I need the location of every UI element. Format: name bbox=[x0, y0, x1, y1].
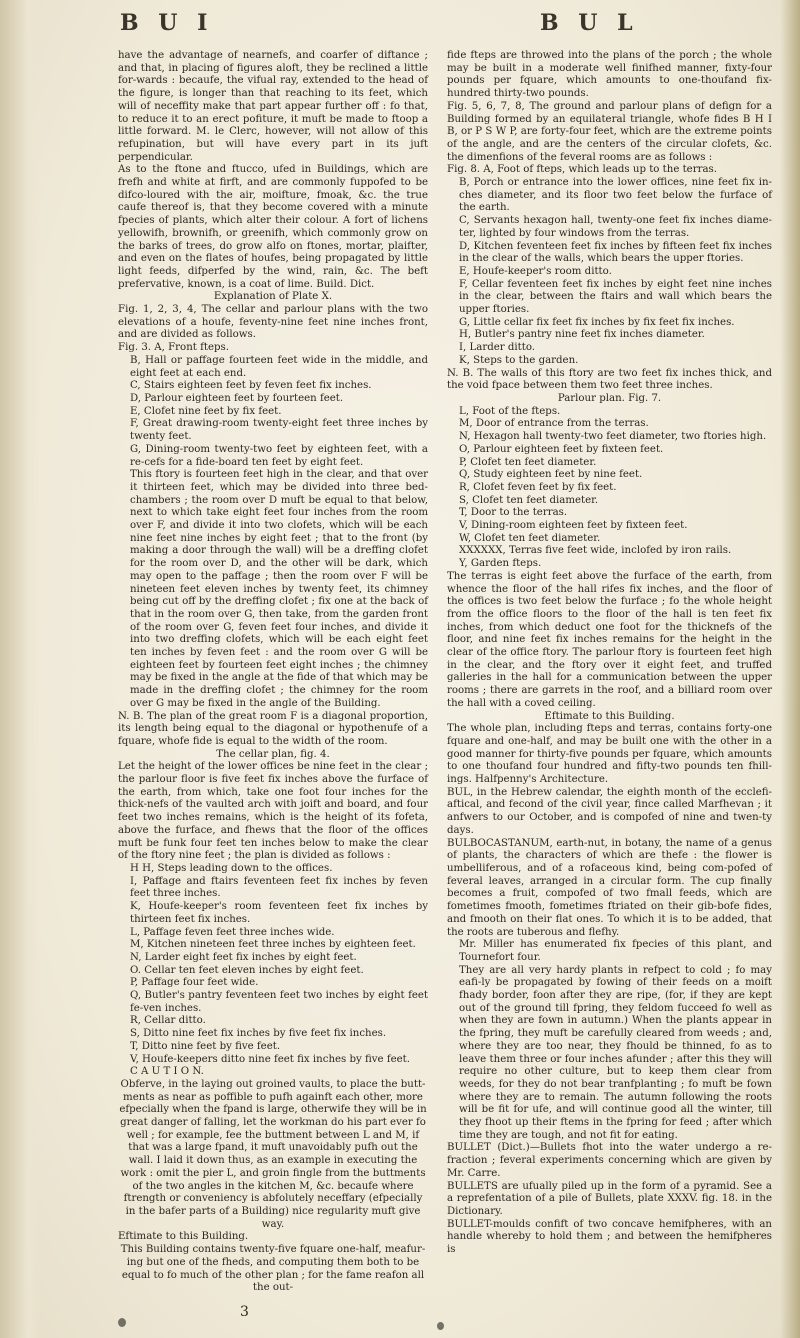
list-item: H, Butler's pantry nine feet fix inches diameter. bbox=[459, 329, 705, 341]
list-item: T, Door to the terras. bbox=[459, 507, 568, 519]
list-item: F, Great drawing-room twenty-eight feet three inches by twenty feet. bbox=[130, 418, 428, 443]
ink-blot bbox=[437, 1322, 444, 1330]
list-item: M, Kitchen nineteen feet three inches by eighteen feet. bbox=[130, 939, 416, 951]
paragraph: They are all very hardy plants in refpect to cold ; fo may eafi-ly be propagated by fowing of their feeds on a moift fhady border, foon after they are ripe, (for, if they are kept out of the ground till fpring, they feldom fucceed fo well as when they are fown in autumn.) When the plants appear in the fpring, they muft be carefully cleared from weeds ; and, where they are too near, they fhould be thinned, fo as to leave them three or four inches afunder ; after this they will require no other culture, but to keep them clear from weeds, for they do not bear tranfplanting ; fo muft be fown where they are to remain. The autumn following the roots will be fit for ufe, and will continue good all the winter, till they fhoot up their ftems in the fpring for feed ; after which time they are tough, and not fit for eating. bbox=[459, 964, 772, 1141]
page-spine-shadow bbox=[0, 0, 40, 1338]
list-item: O, Parlour eighteen feet by fixteen feet. bbox=[459, 443, 664, 455]
section-heading: Explanation of Plate X. bbox=[213, 291, 333, 303]
list-item: E, Houfe-keeper's room ditto. bbox=[459, 265, 612, 277]
list-item: C A U T I O N. bbox=[130, 1066, 204, 1078]
paragraph: This ftory is fourteen feet high in the clear, and that over it thirteen feet, which may be divided into three bed-chambers ; the room over D muft be equal to that below, next to which take eight feet four inches from the room over F, and divide it into two clofets, which will be each nine feet nine inches by eight feet ; that to the front (by making a door through the wall) will be a dreffing clofet for the room over D, and the other will be dark, which may open to the paffage ; then the room over F will be nineteen feet eleven inches by twenty feet, its chimney being cut off by the dreffing clofet ; fix one at the back of that in the room over G, then take, from the garden front of the room over G, feven feet four inches, and divide it into two dreffing clofets, which will be each eight feet ten inches by feven feet : and the room over G will be eighteen feet by fourteen feet eight inches ; the chimney may be fixed in the angle at the fide of that which may be made in the dreffing clofet ; the chimney for the room over G may be fixed in the angle of the Building. bbox=[130, 469, 428, 709]
section-heading: The cellar plan, fig. 4. bbox=[216, 748, 330, 760]
list-item: XXXXXX, Terras five feet wide, inclofed by iron rails. bbox=[459, 545, 732, 557]
list-item: K, Steps to the garden. bbox=[459, 354, 579, 366]
paragraph: Mr. Miller has enumerated fix fpecies of this plant, and Tournefort four. bbox=[459, 939, 772, 963]
dictionary-entry: BULBOCASTANUM, earth-nut, in botany, the name of a genus of plants, the characters of which are thefe : the flower is umbelliferous, and of a rofaceous kind, being com-pofed of feveral leaves, arranged in a circular form. The cup finally becomes a fruit, compofed of two fmall feeds, which are fometimes fmooth, fometimes ftriated on their gib-bofe fides, and fmooth on their flat ones. To which it is to be added, that the roots are tuberous and flefhy. bbox=[447, 837, 772, 938]
list-item: Fig. 3. A, Front fteps. bbox=[118, 342, 229, 354]
list-item: Y, Garden fteps. bbox=[459, 558, 542, 570]
list-item: P, Paffage four feet wide. bbox=[130, 977, 259, 989]
list-item: F, Cellar feventeen feet fix inches by eight feet nine inches in the clear, between the ftairs and wall which bears the upper ftories. bbox=[459, 278, 772, 316]
left-text-column bbox=[118, 50, 428, 1295]
list-item: D, Kitchen feventeen feet fix inches by fifteen feet fix inches in the clear of the walls, which bears the upper ftories. bbox=[459, 240, 772, 265]
list-item: T, Ditto nine feet by five feet. bbox=[130, 1040, 281, 1052]
list-item: G, Little cellar fix feet fix inches by fix feet fix inches. bbox=[459, 316, 735, 328]
list-item: V, Dining-room eighteen feet by fixteen feet. bbox=[459, 520, 688, 532]
list-item: G, Dining-room twenty-two feet by eighteen feet, with a re-cefs for a fide-board ten feet by eight feet. bbox=[130, 443, 428, 468]
list-item: R, Clofet feven feet by fix feet. bbox=[459, 481, 617, 493]
section-heading: Eftimate to this Building. bbox=[544, 710, 675, 722]
list-item: Q, Butler's pantry feventeen feet two inches by eight feet fe-ven inches. bbox=[130, 990, 428, 1014]
list-item: H H, Steps leading down to the offices. bbox=[130, 863, 333, 874]
list-item: I, Paffage and ftairs feventeen feet fix inches by feven feet three inches. bbox=[130, 875, 428, 900]
section-heading: Obferve, in the laying out groined vaults, to place the butt-ments as near as poffible to pufh againft each other, more efpecially when the fpand is large, otherwife they will be in great danger of falling, let the workman do his part ever fo well ; for example, fee the buttment between L and M, if that was a large fpand, it muft unavoidably pufh out the wall. I laid it down thus, as an example in executing the work : omit the pier L, and groin fingle from the buttments of the two angles in the kitchen M, &c. becaufe where ftrength or conveniency is abfolutely neceffary (efpecially in the bafer parts of a Building) nice regularity muft give way. bbox=[119, 1078, 427, 1230]
list-item: O. Cellar ten feet eleven inches by eight feet. bbox=[130, 964, 364, 976]
list-item: L, Paffage feven feet three inches wide. bbox=[130, 926, 335, 938]
section-heading: This Building contains twenty-five fquare one-half, meafur-ing but one of the fheds, and computing them both to be equal to fo much of the other plan ; for the fame reafon all the out- bbox=[120, 1244, 426, 1294]
list-item: S, Ditto nine feet fix inches by five feet fix inches. bbox=[130, 1028, 387, 1040]
list-item: R, Cellar ditto. bbox=[130, 1015, 206, 1027]
list-item: L, Foot of the fteps. bbox=[459, 405, 561, 417]
paragraph: The terras is eight feet above the furface of the earth, from whence the floor of the hall rifes fix inches, and the floor of the offices is two feet below the furface ; fo the whole height from the office floors to the floor of the hall is ten feet fix inches, from which deduct one foot for the thicknefs of the floor, and nine feet fix inches remains for the height in the clear of the office ftory. The parlour ftory is fourteen feet high in the clear, and the ftory over it eight feet, and truffed galleries in the hall for a communication between the upper rooms ; there are garrets in the roof, and a billiard room over the hall with a coved ceiling. bbox=[447, 570, 772, 709]
list-item: B, Hall or paffage fourteen feet wide in the middle, and eight feet at each end. bbox=[130, 354, 428, 379]
list-item: D, Parlour eighteen feet by fourteen feet. bbox=[130, 392, 344, 404]
paragraph: Fig. 1, 2, 3, 4, The cellar and parlour plans with the two elevations of a houfe, feventy-nine feet nine inches front, and are divided as follows. bbox=[118, 304, 428, 341]
dictionary-entry: BUL, in the Hebrew calendar, the eighth month of the ecclefi-aftical, and fecond of the civil year, fince called Marfhevan ; it anfwers to our October, and is compofed of nine and twen-ty days. bbox=[447, 786, 772, 836]
list-item: C, Servants hexagon hall, twenty-one feet fix inches diame-ter, lighted by four windows from the terras. bbox=[459, 215, 772, 239]
list-item: C, Stairs eighteen feet by feven feet fix inches. bbox=[130, 380, 372, 392]
dictionary-entry: BULLETS are ufually piled up in the form of a pyramid. See a a reprefentation of a pile of Bullets, plate XXXV. fig. 18. in the Dictionary. bbox=[447, 1180, 772, 1217]
ink-blot bbox=[118, 1318, 126, 1327]
paragraph: Let the height of the lower offices be nine feet in the clear ; the parlour floor is five feet fix inches above the furface of the earth, from which, take one foot four inches for the thick-nefs of the vaulted arch with joift and board, and four feet two inches remains, which is the height of its fofeta, above the furface, and fhews that the floor of the offices muft be funk four feet ten inches below to make the clear of the ftory nine feet ; the plan is divided as follows : bbox=[118, 761, 428, 862]
paragraph: Fig. 5, 6, 7, 8, The ground and parlour plans of defign for a Building formed by an equilateral triangle, whofe fides B H I B, or P S W P, are forty-four feet, which are the extreme points of the angle, and are the centers of the circular clofets, &c. the dimenfions of the feveral rooms are as follows : bbox=[447, 100, 772, 163]
running-head-right: B U L bbox=[540, 10, 639, 36]
list-item: M, Door of entrance from the terras. bbox=[459, 418, 649, 430]
paragraph: fide fteps are throwed into the plans of the porch ; the whole may be built in a moderate well finifhed manner, fixty-four pounds per fquare, which amounts to one-thoufand fix-hundred thirty-two pounds. bbox=[447, 50, 772, 100]
section-heading: Parlour plan. Fig. 7. bbox=[557, 392, 662, 404]
dictionary-entry: BULLET-moulds confift of two concave hemifpheres, with an handle whereby to hold them ; and between the hemifpheres is bbox=[447, 1218, 772, 1256]
running-head-left: B U I bbox=[120, 10, 214, 36]
list-item: N, Hexagon hall twenty-two feet diameter, two ftories high. bbox=[459, 431, 767, 443]
list-item: B, Porch or entrance into the lower offices, nine feet fix in-ches diameter, and its floor two feet below the furface of the earth. bbox=[459, 177, 772, 214]
list-item: K, Houfe-keeper's room feventeen feet fix inches by thirteen feet fix inches. bbox=[130, 901, 428, 925]
list-item: Fig. 8. A, Foot of fteps, which leads up to the terras. bbox=[447, 164, 717, 176]
paragraph: have the advantage of nearnefs, and coarfer of diftance ; and that, in placing of figures aloft, they be reclined a little for-wards : becaufe, the vifual ray, extended to the head of the figure, is longer than that reaching to its feet, which will of neceffity make that part appear further off : fo that, to reduce it to an erect pofiture, it muft be made to ftoop a little forward. M. le Clerc, however, will not allow of this refupination, but will have every part in its juft perpendicular. bbox=[118, 50, 428, 163]
right-text-column bbox=[447, 50, 772, 1257]
list-item: V, Houfe-keepers ditto nine feet fix inches by five feet. bbox=[130, 1053, 410, 1065]
list-item: N, Larder eight feet fix inches by eight feet. bbox=[130, 951, 357, 963]
list-item: Q, Study eighteen feet by nine feet. bbox=[459, 469, 643, 481]
list-item: S, Clofet ten feet diameter. bbox=[459, 494, 599, 506]
dictionary-entry: BULLET (Dict.)—Bullets fhot into the water undergo a re-fraction ; feveral experiments concerning which are given by Mr. Carre. bbox=[447, 1142, 772, 1179]
paragraph: As to the ftone and ftucco, ufed in Buildings, which are frefh and white at firft, and are commonly fuppofed to be difco-loured with the air, moifture, fmoak, &c. the true caufe thereof is, that they become covered with a minute fpecies of plants, which alter their colour. A fort of lichens yellowifh, brownifh, or greenifh, which commonly grow on the barks of trees, do grow alfo on ftones, mortar, plaifter, and even on the flates of houfes, being propagated by little light feeds, difperfed by the wind, rain, &c. The beft prefervative, known, is a coat of lime. Build. Dict. bbox=[118, 164, 428, 290]
list-item: W, Clofet ten feet diameter. bbox=[459, 532, 601, 544]
page-edge-shadow bbox=[780, 0, 800, 1338]
paragraph: The whole plan, including fteps and terras, contains forty-one fquare and one-half, and may be built one with the other in a good manner for thirty-five pounds per fquare, which amounts to one thoufand four hundred and fifty-two pounds ten fhill-ings. Halfpenny's Architecture. bbox=[447, 723, 772, 786]
paragraph: Eftimate to this Building. bbox=[118, 1231, 249, 1243]
list-item: I, Larder ditto. bbox=[459, 342, 536, 354]
paragraph: N. B. The plan of the great room F is a diagonal proportion, its length being equal to the diagonal or hypothenufe of a fquare, whofe fide is equal to the width of the room. bbox=[118, 710, 428, 747]
paragraph: N. B. The walls of this ftory are two feet fix inches thick, and the void fpace between them two feet three inches. bbox=[447, 367, 772, 392]
list-item: P, Clofet ten feet diameter. bbox=[459, 456, 597, 468]
page-number: 3 bbox=[240, 1304, 249, 1320]
list-item: E, Clofet nine feet by fix feet. bbox=[130, 405, 282, 417]
